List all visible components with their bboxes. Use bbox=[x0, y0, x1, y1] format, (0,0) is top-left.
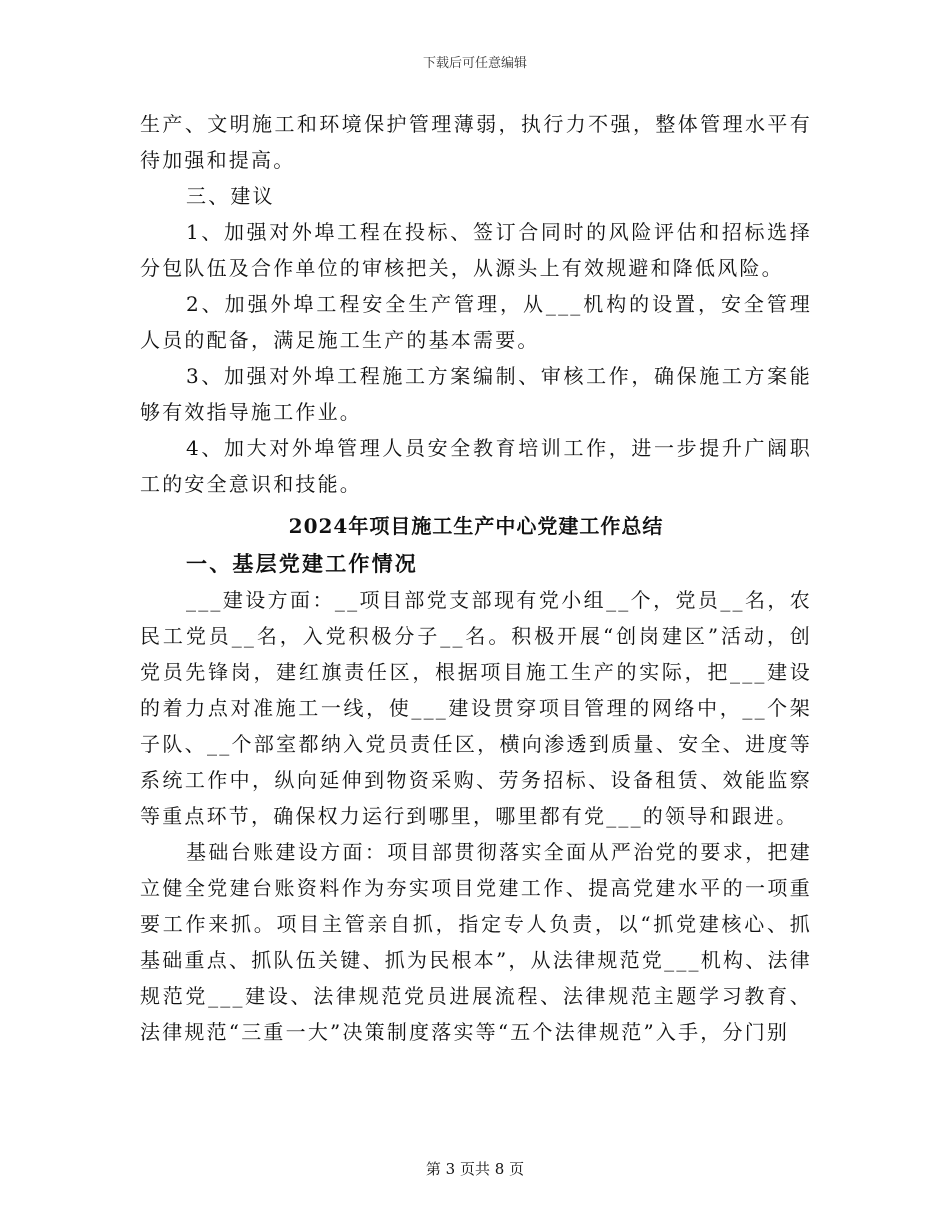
suggestion-item: 2、加强外埠工程安全生产管理，从___机构的设置，安全管理人员的配备，满足施工生产的基本需要。 bbox=[140, 292, 812, 352]
page-header: 下载后可任意编辑 bbox=[422, 56, 527, 71]
page-footer: 第 3 页共 8 页 bbox=[425, 1160, 525, 1178]
paragraph: 生产、文明施工和环境保护管理薄弱，执行力不强，整体管理水平有待加强和提高。 bbox=[140, 112, 812, 172]
paragraph: ___建设方面：__项目部党支部现有党小组__个，党员__名，农民工党员__名，入党积极分子__名。积极开展“创岗建区”活动，创党员先锋岗，建红旗责任区，根据项目施工生产的实际，把___建设的着力点对准施工一线，使___建设贯穿项目管理的网络中，__个架子队、__个部室都纳入党员责任区，横向渗透到质量、安全、进度等系统工作中，纵向延伸到物资采购、劳务招标、设备租赁、效能监察等重点环节，确保权力运行到哪里，哪里都有党___的领导和跟进。 bbox=[140, 588, 812, 828]
document-body bbox=[140, 106, 812, 1050]
document-title: 2024年项目施工生产中心党建工作总结 bbox=[288, 514, 664, 538]
paragraph: 基础台账建设方面：项目部贯彻落实全面从严治党的要求，把建立健全党建台账资料作为夯实项目党建工作、提高党建水平的一项重要工作来抓。项目主管亲自抓，指定专人负责，以“抓党建核心、抓基础重点、抓队伍关键、抓为民根本”，从法律规范党___机构、法律规范党___建设、法律规范党员进展流程、法律规范主题学习教育、法律规范“三重一大”决策制度落实等“五个法律规范”入手，分门别 bbox=[140, 840, 812, 1044]
section-heading: 三、建议 bbox=[186, 184, 275, 208]
sub-heading: 一、基层党建工作情况 bbox=[186, 551, 418, 576]
suggestion-item: 3、加强对外埠工程施工方案编制、审核工作，确保施工方案能够有效指导施工作业。 bbox=[140, 364, 812, 424]
suggestion-item: 1、加强对外埠工程在投标、签订合同时的风险评估和招标选择分包队伍及合作单位的审核把关，从源头上有效规避和降低风险。 bbox=[140, 220, 812, 280]
suggestion-item: 4、加大对外埠管理人员安全教育培训工作，进一步提升广阔职工的安全意识和技能。 bbox=[140, 436, 812, 496]
